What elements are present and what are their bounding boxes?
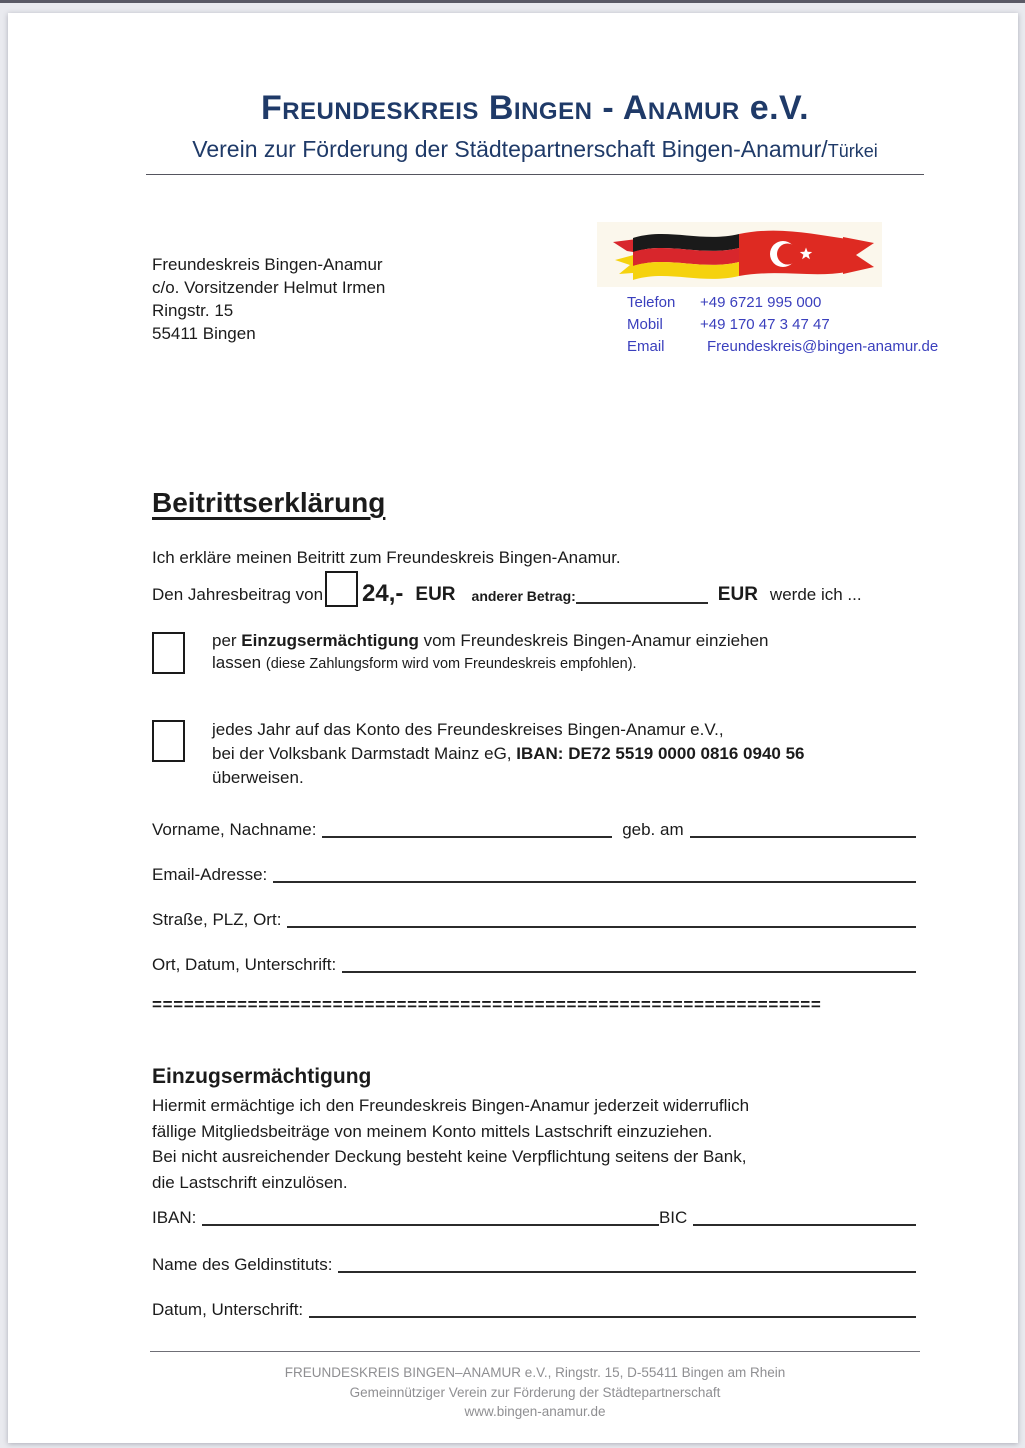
email-blank bbox=[273, 881, 916, 883]
bank-blank bbox=[338, 1271, 916, 1273]
email-label: Email-Adresse: bbox=[152, 865, 268, 884]
footer-divider-line bbox=[150, 1351, 920, 1352]
contact-label: Mobil bbox=[627, 316, 663, 333]
field-bank-name bbox=[152, 1253, 970, 1276]
sender-line: 55411 Bingen bbox=[152, 324, 256, 343]
field-date-signature bbox=[152, 1298, 970, 1321]
field-email bbox=[152, 863, 964, 886]
iban-number: IBAN: DE72 5519 0000 0816 0940 56 bbox=[516, 744, 805, 763]
section-heading-einzugsermaechtigung: Einzugsermächtigung bbox=[152, 1065, 372, 1088]
equals-divider: =============================================================== bbox=[152, 995, 822, 1014]
footer-website: www.bingen-anamur.de bbox=[464, 1404, 606, 1419]
contact-row bbox=[627, 314, 1025, 336]
signature-blank bbox=[342, 971, 916, 973]
field-iban-bic bbox=[152, 1206, 974, 1229]
street-blank bbox=[287, 926, 916, 928]
footer-line: Gemeinnütziger Verein zur Förderung der Städtepartnerschaft bbox=[349, 1384, 721, 1400]
org-subtitle: Verein zur Förderung der Städtepartnerschaft Bingen-Anamur/Türkei bbox=[192, 136, 878, 162]
viewer-top-edge bbox=[0, 0, 1025, 3]
footer-block bbox=[152, 1363, 918, 1422]
flag-banner-icon bbox=[597, 222, 882, 287]
fee-suffix: werde ich ... bbox=[769, 585, 862, 604]
bic-blank bbox=[693, 1224, 916, 1226]
name-label: Vorname, Nachname: bbox=[152, 820, 317, 839]
fee-prefix: Den Jahresbeitrag von bbox=[152, 585, 324, 604]
fee-amount: 24,- bbox=[362, 580, 404, 607]
section-heading-beitrittserklaerung: Beitrittserklärung bbox=[152, 487, 386, 518]
page-title bbox=[152, 89, 918, 127]
signature-label: Ort, Datum, Unterschrift: bbox=[152, 955, 337, 974]
sender-line: Freundeskreis Bingen-Anamur bbox=[152, 255, 383, 274]
iban-label: IBAN: bbox=[152, 1208, 197, 1227]
bic-label: BIC bbox=[658, 1208, 688, 1227]
contact-label: Telefon bbox=[627, 294, 676, 311]
declaration-intro: Ich erkläre meinen Beitritt zum Freundeskreis Bingen-Anamur. bbox=[152, 548, 621, 567]
birthdate-blank bbox=[690, 836, 916, 838]
checkbox-bank-transfer[interactable] bbox=[152, 720, 185, 762]
document-page bbox=[8, 13, 1018, 1443]
date-signature-blank bbox=[309, 1316, 916, 1318]
german-turkish-flag-banner bbox=[597, 222, 882, 287]
footer-line: FREUNDESKREIS BINGEN–ANAMUR e.V., Ringstr. 15, D-55411 Bingen am Rhein bbox=[284, 1365, 786, 1380]
debit-authorization-text: Hiermit ermächtige ich den Freundeskreis Bingen-Anamur jederzeit widerruflich fällige Mitgliedsbeiträge von meinem Konto mittels Lastschrift einzuziehen. Bei nicht ausreichender Deckung besteht keine Verpflichtung seitens der Bank, die Lastschrift einzulösen. bbox=[152, 1096, 750, 1192]
mobile-number: +49 170 47 3 47 47 bbox=[700, 316, 830, 333]
field-signature bbox=[152, 953, 960, 976]
fee-currency: EUR bbox=[415, 584, 456, 605]
phone-number: +49 6721 995 000 bbox=[700, 294, 822, 311]
birthdate-label: geb. am bbox=[622, 820, 684, 839]
fee-currency-2: EUR bbox=[717, 584, 758, 605]
other-amount-blank bbox=[576, 602, 708, 604]
option-direct-debit-text: per Einzugsermächtigung vom Freundeskreis Bingen-Anamur einziehen lassen (diese Zahlungsform wird vom Freundeskreis empfohlen). bbox=[212, 631, 769, 672]
other-amount-label: anderer Betrag: bbox=[471, 588, 576, 604]
contact-block bbox=[627, 292, 1025, 358]
field-street bbox=[152, 908, 968, 931]
payment-option-direct-debit bbox=[152, 630, 918, 675]
org-name: Freundeskreis Bingen - Anamur bbox=[260, 89, 740, 127]
contact-label: Email bbox=[627, 338, 665, 355]
contact-row bbox=[627, 292, 1025, 314]
bank-label: Name des Geldinstituts: bbox=[152, 1255, 333, 1274]
contact-row bbox=[627, 336, 1025, 358]
field-name bbox=[152, 818, 956, 841]
street-label: Straße, PLZ, Ort: bbox=[152, 910, 282, 929]
org-name-suffix: e.V. bbox=[749, 89, 810, 127]
email-address: Freundeskreis@bingen-anamur.de bbox=[707, 338, 939, 355]
payment-option-bank-transfer bbox=[152, 718, 918, 790]
annual-fee-row bbox=[152, 571, 918, 607]
header-divider-line bbox=[146, 174, 924, 175]
checkbox-direct-debit[interactable] bbox=[152, 632, 185, 674]
name-blank bbox=[322, 836, 612, 838]
sender-line: c/o. Vorsitzender Helmut Irmen bbox=[152, 278, 386, 297]
date-signature-label: Datum, Unterschrift: bbox=[152, 1300, 304, 1319]
checkbox-standard-fee[interactable] bbox=[325, 571, 358, 607]
option-bank-transfer-text: jedes Jahr auf das Konto des Freundeskreises Bingen-Anamur e.V., bei der Volksbank Darmstadt Mainz eG, IBAN: DE72 5519 0000 0816 0940 56 überweisen. bbox=[212, 720, 805, 787]
sender-line: Ringstr. 15 bbox=[152, 301, 234, 320]
iban-blank bbox=[202, 1224, 659, 1226]
